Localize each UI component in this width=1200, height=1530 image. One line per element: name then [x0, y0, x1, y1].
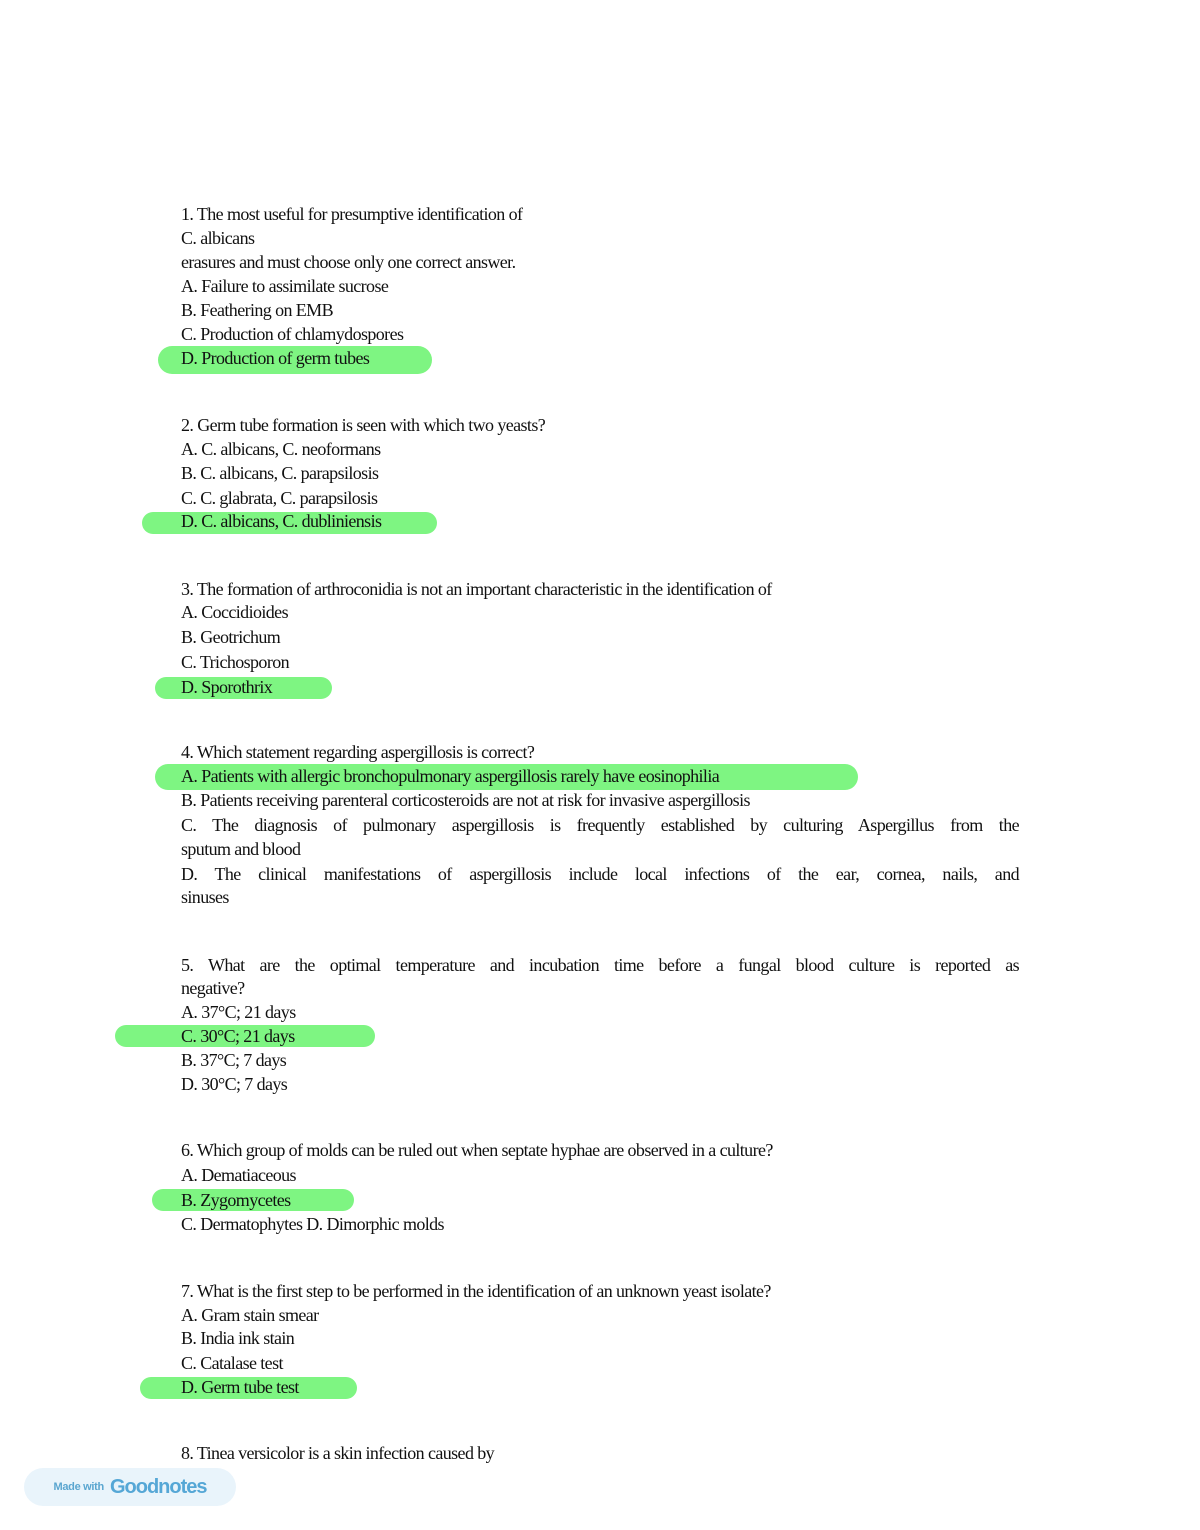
answer-option: A. 37°C; 21 days	[181, 1002, 296, 1022]
answer-option: A. Failure to assimilate sucrose	[181, 276, 389, 296]
answer-option-selected: D. Germ tube test	[181, 1377, 299, 1397]
question-text: 5. What are the optimal temperature and incubation time before a fungal blood culture is reported as	[181, 955, 1019, 975]
question-text: 4. Which statement regarding aspergillosis is correct?	[181, 742, 535, 762]
answer-option: B. 37°C; 7 days	[181, 1050, 287, 1070]
answer-option-selected: D. Sporothrix	[181, 677, 273, 697]
question-text: 3. The formation of arthroconidia is not an important characteristic in the identification of	[181, 579, 772, 599]
question-text: erasures and must choose only one correct answer.	[181, 252, 516, 272]
answer-option: B. India ink stain	[181, 1328, 295, 1348]
question-text: 1. The most useful for presumptive identification of	[181, 204, 523, 224]
answer-option: A. Dematiaceous	[181, 1165, 296, 1185]
answer-option: C. Catalase test	[181, 1353, 283, 1373]
answer-option-selected: D. Production of germ tubes	[181, 348, 370, 368]
answer-option: A. Coccidioides	[181, 602, 288, 622]
answer-option: B. Feathering on EMB	[181, 300, 333, 320]
answer-option: B. C. albicans, C. parapsilosis	[181, 463, 379, 483]
question-text: 2. Germ tube formation is seen with which two yeasts?	[181, 415, 546, 435]
answer-option: D. 30°C; 7 days	[181, 1074, 288, 1094]
watermark-prefix: Made with	[53, 1481, 104, 1493]
watermark-brand: Goodnotes	[109, 1475, 207, 1498]
answer-option-continued: sinuses	[181, 887, 229, 907]
goodnotes-watermark	[24, 1468, 236, 1506]
answer-option: D. The clinical manifestations of aspergillosis include local infections of the ear, cornea, nails, and	[181, 864, 1019, 884]
answer-option-selected: C. 30°C; 21 days	[181, 1026, 295, 1046]
question-text-continued: negative?	[181, 978, 245, 998]
answer-option: B. Geotrichum	[181, 627, 281, 647]
question-text: 6. Which group of molds can be ruled out when septate hyphae are observed in a culture?	[181, 1140, 773, 1160]
answer-option-continued: sputum and blood	[181, 839, 301, 859]
answer-option: A. C. albicans, C. neoformans	[181, 439, 381, 459]
answer-option-selected: D. C. albicans, C. dubliniensis	[181, 511, 382, 531]
answer-option-selected: B. Zygomycetes	[181, 1190, 291, 1210]
question-text: 7. What is the first step to be performed in the identification of an unknown yeast isolate?	[181, 1281, 771, 1301]
answer-option: A. Gram stain smear	[181, 1305, 319, 1325]
answer-option: C. Production of chlamydospores	[181, 324, 404, 344]
answer-option: C. Trichosporon	[181, 652, 290, 672]
answer-option: C. C. glabrata, C. parapsilosis	[181, 488, 378, 508]
answer-option: B. Patients receiving parenteral corticosteroids are not at risk for invasive aspergillosis	[181, 790, 750, 810]
question-text: C. albicans	[181, 228, 255, 248]
question-text: 8. Tinea versicolor is a skin infection caused by	[181, 1443, 495, 1463]
answer-option: C. The diagnosis of pulmonary aspergillosis is frequently established by culturing Aspergillus from the	[181, 815, 1019, 835]
answer-option: C. Dermatophytes D. Dimorphic molds	[181, 1214, 444, 1234]
answer-option-selected: A. Patients with allergic bronchopulmonary aspergillosis rarely have eosinophilia	[181, 766, 720, 786]
